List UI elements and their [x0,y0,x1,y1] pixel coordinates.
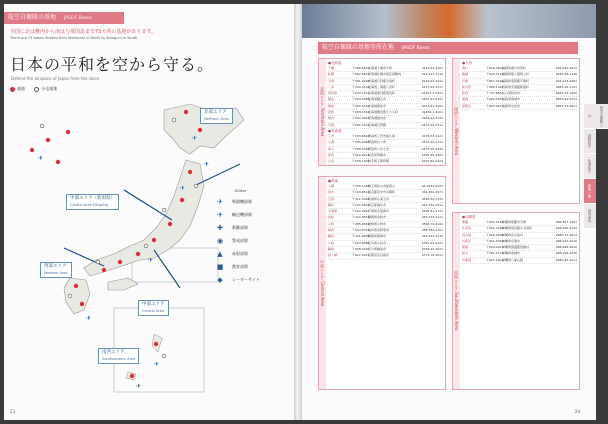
base-name: 三沢 [328,133,335,138]
address: 鳥取県境港市 [502,97,521,102]
legend-label: 教育部隊 [232,263,248,269]
right-page [302,4,604,420]
postal-code: 〒421-0205 [352,234,370,239]
area-name-en: Southwestern Area [102,357,136,361]
base-name: 横田 [328,202,335,207]
legend-label: 高射部隊 [232,250,248,256]
base-name: 網走 [328,97,335,102]
base-name: 春日 [462,66,469,70]
address: 千葉県木更津市 [368,209,390,214]
area-boundary-line [154,250,180,288]
legend-label: 戦闘機部隊 [232,198,252,204]
postal-code: 〒684-0053 [486,97,504,102]
base-name: 稚内 [328,116,335,121]
postal-code: 〒061-3101 [352,122,370,127]
postal-code: 〒901-3108 [486,226,504,231]
base-name: 山田 [328,159,335,164]
awacs-icon: ◉ [216,236,224,245]
legend-row [212,273,284,286]
address-section-title: ●北海道 [328,61,342,65]
base-legend-label: 基地 [17,86,25,91]
address: 沖縄県宮古島市 [502,232,524,237]
phone-number: 01466-2-2101 [421,110,443,115]
legend-row [212,234,284,247]
left-page [4,4,294,420]
phone-number: 0983-35-1121 [555,84,577,89]
base-name: 当別 [328,122,335,127]
legend-row [212,247,284,260]
phone-number: 0123-23-3101 [421,66,443,70]
postal-code: 〒627-0251 [352,253,370,258]
postal-code: 〒904-0411 [486,245,504,250]
index-tab[interactable]: 仕事紹介 [584,154,596,179]
area-name: 西部エリア [44,264,67,269]
svg-text:✈: ✈ [154,361,160,368]
legend-label: 輸送機部隊 [232,211,252,217]
address: 沖縄県国頭郡恩納村 [502,245,530,250]
postal-code: 〒097-0003 [352,116,370,121]
base-name: 大湊 [328,140,335,145]
address: 岩手県下閉伊郡 [368,159,390,164]
phone-number: 0133-64-2711 [421,122,443,127]
phone-number: 0930-56-1150 [555,72,577,77]
intro-text: 全国に北は稚内から南は与那国島まで73カ所の基地があります。 [10,29,156,35]
page-title: 日本の平和を空から守る。 [10,55,215,74]
address: 福岡県遠賀郡芦屋町 [502,78,530,83]
area-panel-central [318,176,446,390]
address: 北海道千歳市平和 [368,66,393,70]
base-name: 襟裳 [328,110,335,115]
postal-code: 〒292-0061 [352,209,370,214]
phone-number: 01397-2-2321 [421,91,443,96]
address: 石川県輪島市 [368,246,387,251]
area-panel-southwestern [452,212,580,390]
address: 沖縄県島尻郡久米島町 [502,226,533,231]
area-name: 南西エリア [102,350,125,355]
address: 北海道石狩郡当別町 [368,78,396,83]
address: 島根県出雲市 [502,103,521,108]
phone-number: 0835-22-1950 [555,91,577,96]
area-band: 西部エリア Western Area [453,59,460,203]
phone-number: 0980-72-2621 [555,232,577,237]
address: 沖縄県南城市 [502,251,521,256]
sub-base-legend-label: 分屯基地 [41,86,58,91]
page-subtitle: Defend the airspace of Japan from the skies [11,76,99,81]
base-name: 宮古島 [462,232,472,237]
address: 東京都福生市 [368,202,387,207]
area-name-en: Central Area [142,309,164,313]
phone-number: 0859-45-0211 [555,97,577,102]
radar-icon: ◆ [217,275,223,284]
phone-number: 092-581-4031 [555,66,577,70]
postal-code: 〒049-3194 [352,84,370,89]
phone-number: 0173-56-2345 [421,146,443,151]
address: 京都府京丹後市 [368,253,390,258]
svg-text:✈: ✈ [136,383,142,390]
transport-icon: ✈ [217,210,223,219]
page-number: 24 [574,409,580,414]
address: 福岡県春日市原町 [502,66,527,70]
postal-code: 〒889-1492 [486,84,504,89]
area-name-en: Central Area (Niigata) [70,203,109,207]
base-name: 加茂 [328,152,335,157]
base-name: 築城 [462,72,469,77]
phone-number: 0299-52-1331 [421,196,443,201]
postal-code: 〒093-0084 [352,97,370,102]
phone-number: 0176-53-4121 [421,133,443,138]
phone-number: 093-223-0981 [555,78,577,83]
area-name: 中部エリア（新潟県） [70,196,115,201]
legend-row [212,195,284,208]
phone-number: 0185-25-3303 [421,152,443,157]
postal-code: 〒035-0095 [352,140,370,145]
base-name: 久米島 [462,226,472,231]
base-name: 小松 [328,240,335,245]
postal-code: 〒928-0299 [352,246,370,251]
phone-number: 0193-82-2223 [421,159,443,164]
rescue-icon: ✚ [217,223,223,232]
address-list [462,61,577,110]
postal-code: 〒829-0151 [486,72,504,77]
postal-code: 〒816-0804 [486,66,504,70]
training-icon: ■ [216,262,224,271]
address: 静岡県焼津市 [368,234,387,239]
base-name: 入間 [328,184,335,188]
base-name: 浜松 [328,215,335,220]
address: 愛知県小牧市 [368,221,387,226]
svg-text:✈: ✈ [148,257,154,264]
phone-number: 04-2953-6131 [421,184,443,188]
area-name-en: Northern Area [204,117,229,121]
phone-number: 042-362-2971 [421,190,443,195]
postal-code: 〒901-0194 [486,220,504,224]
address-row [328,159,443,165]
area-label-western [40,262,72,278]
legend-label: 救難部隊 [232,224,248,230]
legend-label: 警戒部隊 [232,237,248,243]
postal-code: 〒038-3304 [352,146,370,151]
book-spine [294,4,302,420]
address: 宮崎県児湯郡新富町 [502,84,530,89]
phone-number: 098-966-2020 [555,245,577,250]
address: 福岡県築上郡築上町 [502,72,530,77]
phone-number: 0568-76-2191 [421,221,443,226]
svg-text:✈: ✈ [192,135,198,142]
section-header-label: 航空自衛隊の基地 [8,14,57,21]
map-scale: 100km [234,189,247,193]
postal-code: 〒058-0342 [352,110,370,115]
phone-number: 054-622-1115 [421,234,443,239]
area-name: 中部エリア [142,302,165,307]
address: 沖縄県八重山郡 [502,257,524,262]
phone-number: 098-997-2216 [555,238,577,243]
postal-code: 〒432-8551 [352,215,370,220]
base-name: 知念 [462,251,469,256]
phone-number: 0175-24-1111 [421,140,443,145]
base-name: 札幌 [328,72,335,77]
address-row [328,253,443,259]
area-label-southwestern [98,348,139,364]
address: 秋田県男鹿市 [368,152,387,157]
index-tab-active[interactable]: 基地一覧 [584,179,596,204]
area-band: 北部エリア Northern Area [319,59,326,165]
svg-text:✈: ✈ [38,155,44,162]
address: 青森県三沢市後久保 [368,133,396,138]
address-list [328,61,443,165]
address-section-title: ●九州 [462,61,473,65]
address: 北海道根室市 [368,103,387,108]
postal-code: 〒043-1521 [352,91,370,96]
base-name: 奥尻島 [328,91,338,96]
address: 北海道網走市 [368,97,387,102]
fighter-icon: ✈ [217,197,223,206]
address-row [462,258,577,264]
base-name: 車力 [328,146,335,151]
postal-code: 〒311-3494 [352,196,370,201]
area-boundary-line [124,190,172,220]
address: 沖縄県那覇市当間 [502,220,527,224]
svg-text:✈: ✈ [86,315,92,322]
area-name: 北部エリア [204,110,227,115]
postal-code: 〒901-1513 [486,251,504,256]
phone-number: 098-857-1191 [555,220,577,224]
postal-code: 〒183-8521 [352,190,370,195]
phone-number: 098-948-2230 [555,251,577,256]
area-band: 中部エリア Central Area [319,177,326,389]
postal-code: 〒906-0000 [486,232,504,237]
address-list [328,179,443,260]
phone-number: 0761-22-2101 [421,240,443,245]
base-name: 新田原 [462,84,472,89]
index-tab[interactable]: 航空自衛隊とは [584,104,608,129]
section-header [4,12,124,24]
address: 静岡県浜松市 [368,215,387,220]
base-name: 岐阜 [328,228,335,233]
postal-code: 〒907-1801 [486,257,504,262]
address: 茨城県小美玉市 [368,196,390,201]
legend-label: レーダーサイト [232,276,260,282]
phone-number: 0137-63-3111 [421,84,443,89]
shikoku-shape [108,278,138,290]
phone-number: 0162-23-3131 [421,116,443,121]
postal-code: 〒350-1394 [352,184,370,188]
address: 北海道石狩郡 [368,122,387,127]
postal-code: 〒087-0167 [352,103,370,108]
phone-number: 0768-22-2521 [421,246,443,251]
postal-code: 〒807-0192 [486,78,504,83]
postal-code: 〒066-8510 [352,66,370,70]
base-name: 経ヶ岬 [328,253,338,258]
postal-code: 〒747-8567 [486,91,504,96]
section-header-label-en: JASDF Bases [63,16,92,21]
phone-number: 053-472-1111 [421,215,443,220]
legend-row [212,260,284,273]
postal-code: 〒923-8586 [352,240,370,245]
base-name: 小牧 [328,221,335,226]
address: 北海道札幌市南区真駒内 [368,72,402,77]
base-name: 府中 [328,190,335,195]
phone-number: 0438-41-1111 [421,209,443,214]
sam-icon: ▲ [217,249,223,258]
address: 北海道二海郡八雲町 [368,84,396,89]
side-index-tabs [584,104,604,229]
section-header-label: 航空自衛隊の基地等所在地 [322,44,395,51]
address: 北海道奥尻郡奥尻町 [368,91,396,96]
address: 山口県防府市 [502,91,521,96]
base-name: 根室 [328,103,335,108]
phone-number: 0133-22-4211 [421,78,443,83]
address-row [462,104,577,110]
phone-number: 0853-23-0821 [555,103,577,108]
intro-text-en: There are 73 bases located from Wakkanai in North to Yonaguni in South. [10,36,139,40]
area-label-northern [200,108,233,124]
legend-row [212,208,284,221]
phone-number: 0153-24-3491 [421,103,443,108]
phone-number: 011-511-7116 [421,72,443,77]
base-name: 防府 [462,91,469,96]
unit-legend [212,195,284,286]
base-name: 芦屋 [462,78,469,83]
header-photo [302,4,596,38]
index-tab[interactable]: 採用案内 [584,204,596,229]
phone-number: 0980-87-2211 [555,257,577,262]
address: 埼玉県狭山市稲荷山 [368,184,396,188]
svg-text:✈: ✈ [180,185,186,192]
sub-base-markers [40,110,230,358]
base-name: 与那国 [462,257,472,262]
address-list [462,215,577,264]
area-panel-northern [318,58,446,166]
legend-row [212,221,284,234]
postal-code: 〒504-8701 [352,228,370,233]
address: 青森県つがる市 [368,146,390,151]
phone-number: 0772-76-0011 [421,253,443,258]
postal-code: 〒485-8652 [352,221,370,226]
address: 東京都府中市浅間町 [368,190,396,195]
base-name: 木更津 [328,209,338,214]
base-name: 那覇 [462,220,469,224]
postal-code: 〒197-0001 [352,202,370,207]
area-label-central-niigata [66,194,119,210]
base-name: 与座岳 [462,238,472,243]
phone-number: 042-552-2511 [421,202,443,207]
base-name: 輪島 [328,246,335,251]
area-band: 南西エリア Southwestern Area [453,213,460,389]
postal-code: 〒693-0071 [486,103,504,108]
postal-code: 〒901-0344 [486,238,504,243]
honshu-shape [84,160,204,276]
phone-number: 0152-43-2431 [421,97,443,102]
base-name: 静浜 [328,234,335,239]
page-number: 23 [10,409,16,414]
address-section-title: ●関東 [328,179,339,183]
address: 北海道稚内市 [368,116,387,121]
postal-code: 〒033-8604 [352,133,370,138]
address: 沖縄県糸満市 [502,238,521,243]
svg-text:✈: ✈ [204,161,210,168]
area-name-en: Western Area [44,271,68,275]
phone-number: 058-382-1101 [421,228,443,233]
area-label-central [138,300,169,316]
postal-code: 〒028-1302 [352,159,370,164]
index-tab[interactable]: 部隊紹介 [584,129,596,154]
section-header-label-en: JASDF Bases [401,46,430,51]
address-section-title: ●青森県 [328,128,342,133]
postal-code: 〒062-8615 [352,72,370,77]
postal-code: 〒010-0511 [352,152,370,157]
address: 北海道幌泉郡えりも町 [368,110,399,115]
base-name: 当別 [328,78,335,83]
base-name: 恩納 [462,245,469,250]
address-section-title: ●沖縄県 [462,215,476,219]
base-name: 八雲 [328,84,335,89]
address: 青森県むつ市 [368,140,387,145]
phone-number: 098-985-2150 [555,226,577,231]
base-name: 千歳 [328,66,335,70]
base-name: 美保 [462,97,469,102]
address: 岐阜県各務原市 [368,228,390,233]
postal-code: 〒061-0298 [352,78,370,83]
area-panel-western [452,58,580,204]
base-name: 高尾山 [462,103,472,108]
section-header [318,42,578,54]
base-name: 百里 [328,196,335,201]
address: 石川県小松市 [368,240,387,245]
